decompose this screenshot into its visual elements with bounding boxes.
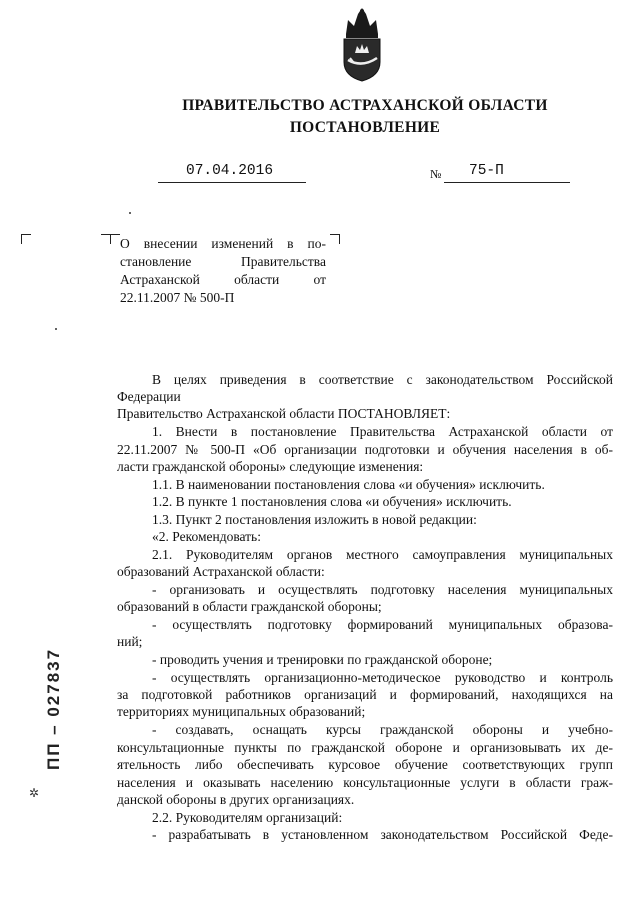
document-date: 07.04.2016 [186,163,274,179]
coat-of-arms-emblem [336,8,388,82]
body-line: 1.1. В наименовании постановления слова «и обучения» исключить. [152,477,545,492]
number-sign: № [430,167,442,181]
body-line: 1.3. Пункт 2 постановления изложить в новой редакции: [152,512,477,527]
subject-line: О внесении изменений в по- [120,236,326,251]
corner-mark-inner-left [110,234,120,244]
body-line: - осуществлять подготовку формирований муниципальных образова- [152,617,613,632]
corner-mark-right [330,234,340,244]
body-line: за подготовкой работников организаций и формирований, находящихся на [117,687,613,702]
serial-stamp: ПП – 027837 [44,647,63,770]
body-line: консультационные пункты по гражданской обороне и организовывать их де- [117,740,613,755]
organization-title: ПРАВИТЕЛЬСТВО АСТРАХАНСКОЙ ОБЛАСТИ [182,97,548,114]
body-line: ласти гражданской обороны» следующие изменения: [117,459,424,474]
document-type: ПОСТАНОВЛЕНИЕ [289,119,441,136]
document-subject [120,235,326,307]
corner-mark-left [21,234,31,244]
body-line: 2.1. Руководителям органов местного самоуправления муниципальных [152,547,613,562]
scan-speck [129,212,131,214]
body-line: ний; [117,634,143,649]
body-line: - осуществлять организационно-методическое руководство и контроль [152,670,613,685]
body-line: - организовать и осуществлять подготовку населения муниципальных [152,582,613,597]
body-line: Федерации [117,389,181,404]
document-number: 75-П [469,163,504,179]
body-line: «2. Рекомендовать: [152,529,261,544]
body-line: - разрабатывать в установленном законодательством Российской Феде- [152,827,613,842]
body-line: 2.2. Руководителям организаций: [152,810,343,825]
body-line: - проводить учения и тренировки по гражданской обороне; [152,652,493,667]
body-line: образований Астраханской области: [117,564,325,579]
subject-line: 22.11.2007 № 500-П [120,290,235,305]
body-line: образований в области гражданской обороны; [117,599,382,614]
scan-speck [55,328,57,330]
body-line: 22.11.2007 № 500-П «Об организации подготовки и обучения населения в об- [117,442,613,457]
body-line: данской обороны в других организациях. [117,792,355,807]
body-line: В целях приведения в соответствие с законодательством Российской [152,372,613,387]
subject-line: становление Правительства [120,254,326,269]
subject-line: Астраханской области от [120,272,326,287]
body-line: - создавать, оснащать курсы гражданской обороны и учебно- [152,722,613,737]
number-underline [444,164,570,183]
body-line: ятельность либо обеспечивать курсовое обучение соответствующих групп [117,757,613,772]
stamp-ornament-icon: ✲ [29,786,40,800]
body-line: Правительство Астраханской области ПОСТАНОВЛЯЕТ: [117,406,451,421]
body-line: 1. Внести в постановление Правительства Астраханской области от [152,424,613,439]
body-line: территориях муниципальных образований; [117,704,366,719]
body-line: населения и оказывать населению консультационные услуги в области граж- [117,775,613,790]
body-line: 1.2. В пункте 1 постановления слова «и обучения» исключить. [152,494,512,509]
